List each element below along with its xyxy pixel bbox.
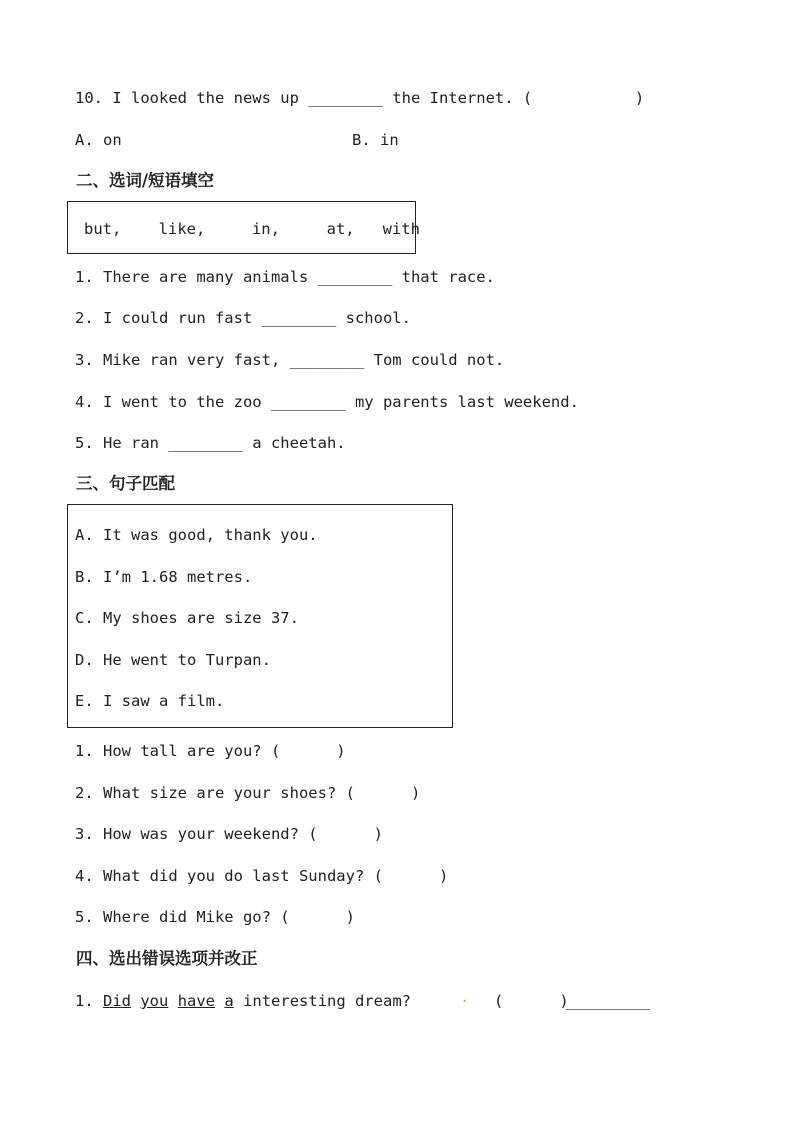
match-question-1: 1. How tall are you? ( )	[75, 742, 346, 760]
underlined-word-did: Did	[103, 992, 131, 1010]
underlined-word-you: you	[140, 992, 169, 1010]
option-a: A. on	[75, 131, 122, 149]
answer-b: B. I’m 1.68 metres.	[75, 568, 253, 586]
word-bank-box	[67, 201, 420, 254]
match-question-3: 3. How was your weekend? ( )	[75, 825, 383, 843]
stray-dot: ·	[460, 992, 470, 1010]
error-item-1	[75, 991, 411, 1011]
error-item-number: 1.	[75, 992, 103, 1010]
option-b: B. in	[352, 131, 399, 149]
fill-item-3: 3. Mike ran very fast, ________ Tom could not.	[75, 351, 505, 369]
answer-parentheses: ( )	[494, 992, 569, 1010]
underlined-word-have: have	[177, 992, 216, 1010]
answer-box	[67, 504, 453, 728]
fill-item-5: 5. He ran ________ a cheetah.	[75, 434, 346, 452]
answer-e: E. I saw a film.	[75, 692, 225, 710]
fill-item-4: 4. I went to the zoo ________ my parents last weekend.	[75, 393, 579, 411]
fill-item-1: 1. There are many animals ________ that race.	[75, 268, 495, 286]
match-question-2: 2. What size are your shoes? ( )	[75, 784, 421, 802]
answer-c: C. My shoes are size 37.	[75, 609, 299, 627]
question-10: 10. I looked the news up ________ the Internet. ( )	[75, 89, 645, 107]
answer-d: D. He went to Turpan.	[75, 651, 271, 669]
answer-a: A. It was good, thank you.	[75, 526, 318, 544]
word-bank: but, like, in, at, with	[84, 220, 420, 238]
underlined-word-a: a	[224, 992, 234, 1010]
fill-item-2: 2. I could run fast ________ school.	[75, 309, 411, 327]
error-item-rest: interesting dream?	[233, 992, 412, 1010]
match-question-4: 4. What did you do last Sunday? ( )	[75, 867, 449, 885]
section-4-heading: 四、选出错误选项并改正	[76, 949, 258, 968]
section-2-heading: 二、选词/短语填空	[76, 171, 215, 190]
match-question-5: 5. Where did Mike go? ( )	[75, 908, 355, 926]
section-3-heading: 三、句子匹配	[76, 474, 175, 493]
correction-blank: _________	[566, 992, 650, 1010]
